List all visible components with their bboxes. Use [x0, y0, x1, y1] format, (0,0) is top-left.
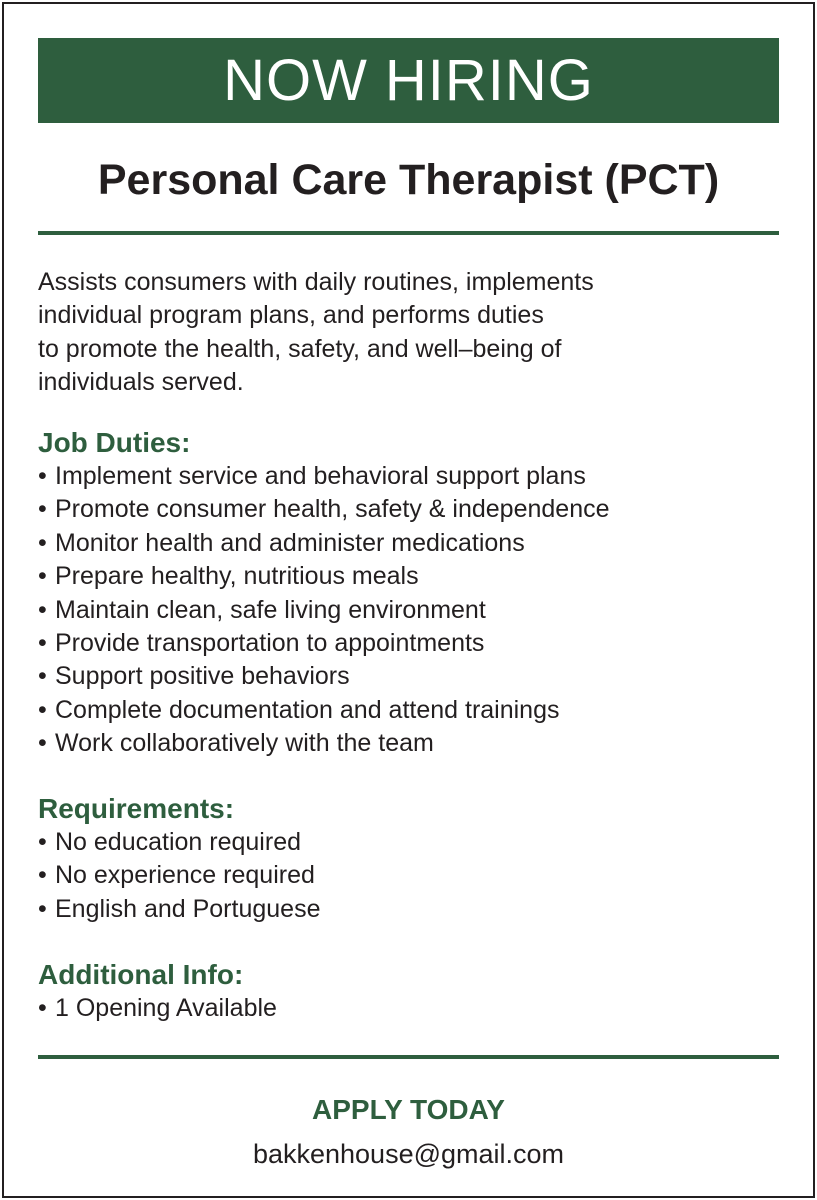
requirements-heading: Requirements:	[38, 793, 235, 824]
bullet-icon: •	[38, 629, 47, 658]
job-description	[38, 266, 783, 400]
duty-text: Provide transportation to appointments	[55, 629, 485, 658]
bullet-icon: •	[38, 729, 47, 758]
list-item	[38, 826, 783, 859]
requirements-list	[38, 826, 783, 926]
duty-text: Implement service and behavioral support plans	[55, 462, 586, 490]
job-duties-list	[38, 460, 783, 761]
list-item	[38, 992, 783, 1025]
bottom-divider	[38, 1055, 779, 1059]
info-text: 1 Opening Available	[55, 994, 277, 1022]
banner-text: NOW HIRING	[223, 47, 594, 113]
list-item	[38, 859, 783, 892]
additional-info-heading: Additional Info:	[38, 959, 244, 990]
now-hiring-banner	[38, 38, 779, 123]
job-duties-section	[38, 426, 783, 761]
list-item	[38, 893, 783, 926]
duty-text: Promote consumer health, safety & independence	[55, 495, 610, 524]
contact-email[interactable]: bakkenhouse@gmail.com	[252, 1139, 565, 1169]
bullet-icon: •	[38, 994, 47, 1022]
bullet-icon: •	[38, 662, 47, 691]
list-item	[38, 527, 783, 560]
job-title: Personal Care Therapist (PCT)	[97, 156, 720, 204]
description-line: to promote the health, safety, and well–being of	[38, 334, 562, 363]
list-item	[38, 560, 783, 593]
apply-today-heading: APPLY TODAY	[312, 1094, 505, 1125]
additional-info-list	[38, 992, 783, 1025]
requirements-section	[38, 792, 783, 926]
list-item	[38, 660, 783, 693]
bullet-icon: •	[38, 861, 47, 890]
list-item	[38, 493, 783, 526]
bullet-icon: •	[38, 495, 47, 524]
duty-text: Support positive behaviors	[55, 662, 350, 691]
duty-text: Prepare healthy, nutritious meals	[55, 562, 419, 591]
duty-text: Monitor health and administer medications	[55, 528, 525, 557]
list-item	[38, 594, 783, 627]
duty-text: Maintain clean, safe living environment	[55, 595, 486, 624]
bullet-icon: •	[38, 595, 47, 624]
bullet-icon: •	[38, 695, 47, 724]
duty-text: Complete documentation and attend trainings	[55, 695, 560, 724]
bullet-icon: •	[38, 828, 47, 856]
bullet-icon: •	[38, 562, 47, 591]
list-item	[38, 627, 783, 660]
bullet-icon: •	[38, 528, 47, 557]
duty-text: Work collaboratively with the team	[55, 729, 434, 758]
requirement-text: No education required	[55, 828, 301, 856]
additional-info-section	[38, 958, 783, 1025]
requirement-text: English and Portuguese	[55, 894, 321, 923]
top-divider	[38, 231, 779, 235]
bullet-icon: •	[38, 462, 47, 490]
bullet-icon: •	[38, 894, 47, 923]
description-line: individuals served.	[38, 368, 244, 397]
list-item	[38, 694, 783, 727]
description-line: individual program plans, and performs duties	[38, 301, 544, 330]
description-line: Assists consumers with daily routines, implements	[38, 268, 594, 296]
list-item	[38, 460, 783, 493]
job-duties-heading: Job Duties:	[38, 427, 191, 458]
requirement-text: No experience required	[55, 861, 315, 890]
list-item	[38, 727, 783, 760]
